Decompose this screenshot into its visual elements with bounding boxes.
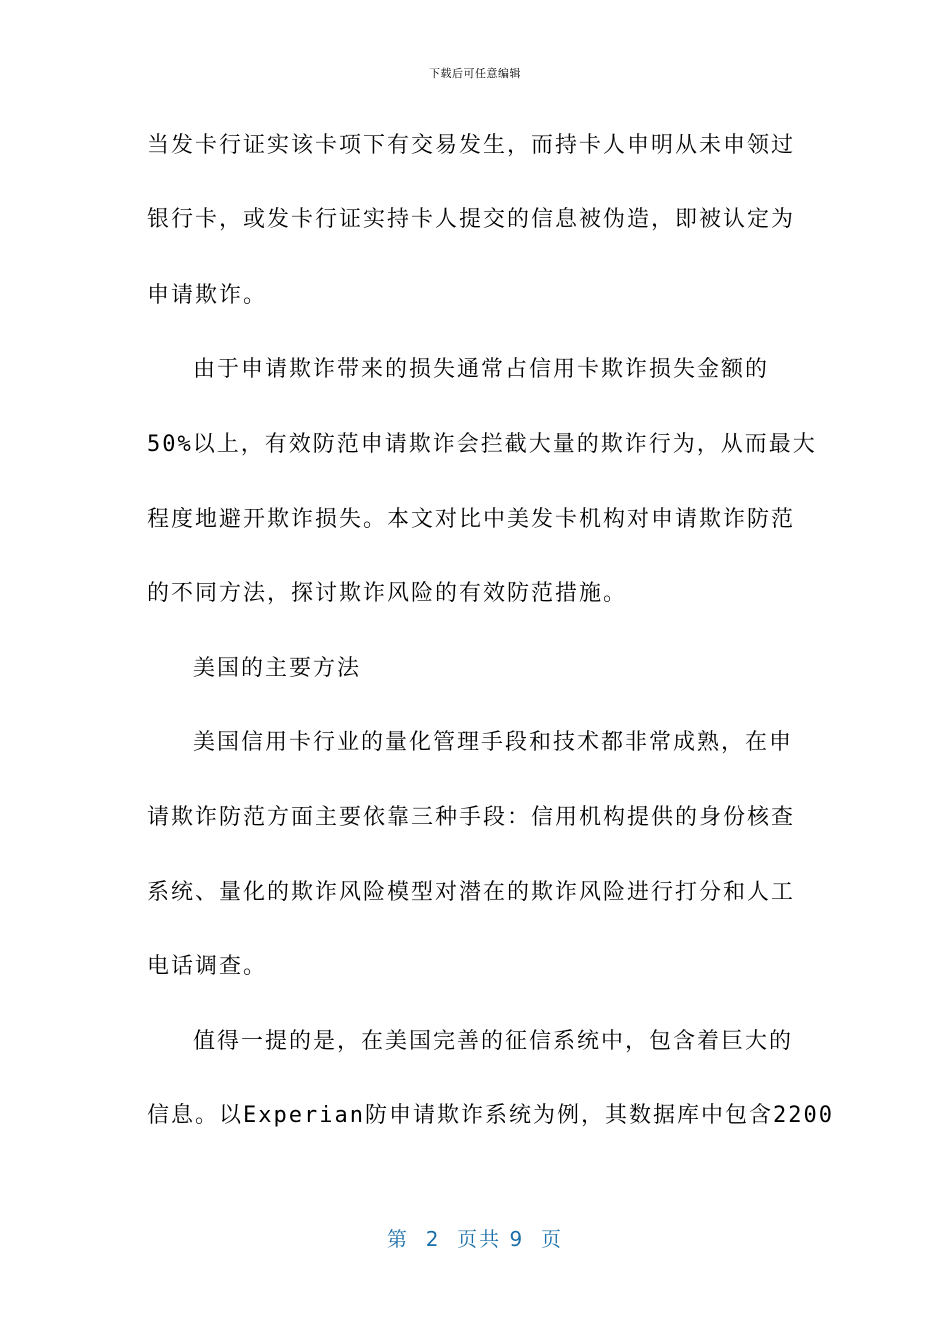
paragraph-first-line: 值得一提的是，在美国完善的征信系统中，包含着巨大的 (193, 1029, 794, 1054)
text-line: 当发卡行证实该卡项下有交易发生，而持卡人申明从未申领过 (147, 133, 796, 158)
text-line: 程度地避开欺诈损失。本文对比中美发卡机构对申请欺诈防范 (147, 507, 796, 532)
text-line: 50%以上，有效防范申请欺诈会拦截大量的欺诈行为，从而最大 (147, 432, 817, 457)
text-line: 信息。以Experian防申请欺诈系统为例，其数据库中包含2200 (147, 1103, 834, 1128)
section-heading: 美国的主要方法 (193, 656, 362, 681)
paragraph-first-line: 美国信用卡行业的量化管理手段和技术都非常成熟，在申 (193, 730, 794, 755)
page-footer: 第 2 页共 9 页 (387, 1227, 563, 1251)
text-line: 系统、量化的欺诈风险模型对潜在的欺诈风险进行打分和人工 (147, 880, 796, 905)
text-line: 请欺诈防范方面主要依靠三种手段：信用机构提供的身份核查 (147, 805, 796, 830)
text-line: 银行卡，或发卡行证实持卡人提交的信息被伪造，即被认定为 (147, 207, 796, 232)
paragraph-first-line: 由于申请欺诈带来的损失通常占信用卡欺诈损失金额的 (193, 357, 770, 382)
text-line: 的不同方法，探讨欺诈风险的有效防范措施。 (147, 581, 628, 606)
text-line: 申请欺诈。 (147, 283, 268, 308)
page-header: 下载后可任意编辑 (429, 67, 521, 80)
text-line: 电话调查。 (147, 954, 268, 979)
